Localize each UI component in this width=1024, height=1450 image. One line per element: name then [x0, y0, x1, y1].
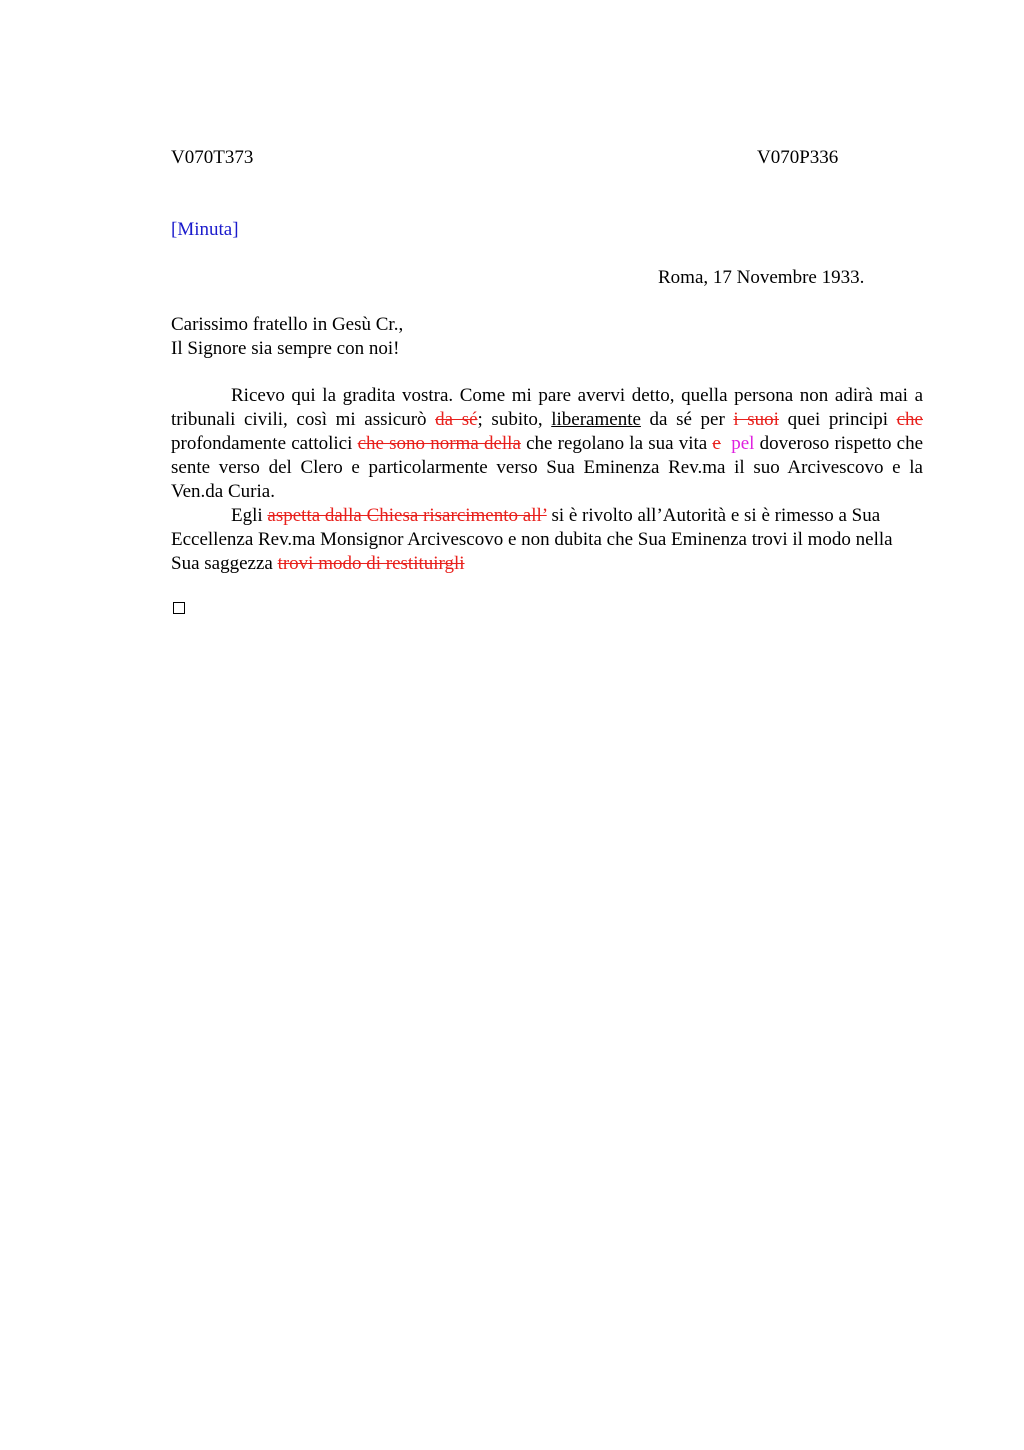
- checkbox-square-icon: [173, 602, 185, 614]
- p1-deletion-3: che: [896, 409, 923, 430]
- p1-insertion-1: pel: [731, 433, 755, 454]
- p1-text-5: profondamente cattolici: [171, 433, 358, 454]
- greeting-line-1: Carissimo fratello in Gesù Cr.,: [171, 314, 404, 335]
- minuta-label: [Minuta]: [171, 219, 239, 240]
- p1-text-1: Ricevo qui la gradita vostra. Come mi pare avervi detto, quella persona non adirà mai a tribunali civili, così mi assicurò: [171, 385, 923, 430]
- document-ref-right: V070P336: [757, 147, 839, 168]
- p2-deletion-2: trovi modo di restituirgli: [277, 553, 465, 574]
- letter-greeting: [171, 313, 403, 361]
- paragraph-1: [171, 384, 923, 504]
- p1-text-2: ; subito,: [477, 409, 552, 430]
- letter-body: [171, 384, 923, 576]
- p2-deletion-1: aspetta dalla Chiesa risarcimento all’: [267, 505, 547, 526]
- p2-text-2: si è rivolto all’Autorità e si è rimesso a Sua Eccellenza Rev.ma Monsignor Arcivescovo e non dubita che Sua Eminenza trovi il modo nella Sua saggezza: [171, 505, 893, 574]
- p2-text-1: Egli: [231, 505, 268, 526]
- p1-text-7: doveroso rispetto che sente verso del Clero e particolarmente verso Sua Eminenza Rev.ma il suo Arcivescovo e la Ven.da Curia.: [171, 433, 923, 502]
- p1-text-4: quei principi: [778, 409, 897, 430]
- p1-underlined-word: liberamente: [551, 409, 641, 430]
- p1-deletion-4: che sono norma della: [357, 433, 521, 454]
- document-ref-left: V070T373: [171, 147, 254, 168]
- p1-deletion-2: i suoi: [733, 409, 779, 430]
- p1-deletion-5: e: [712, 433, 721, 454]
- paragraph-2: [171, 504, 923, 576]
- p1-text-6: che regolano la sua vita: [520, 433, 713, 454]
- greeting-line-2: Il Signore sia sempre con noi!: [171, 338, 400, 359]
- p1-text-3: da sé per: [640, 409, 734, 430]
- letter-date: Roma, 17 Novembre 1933.: [658, 267, 865, 288]
- p1-deletion-1: da sé: [435, 409, 478, 430]
